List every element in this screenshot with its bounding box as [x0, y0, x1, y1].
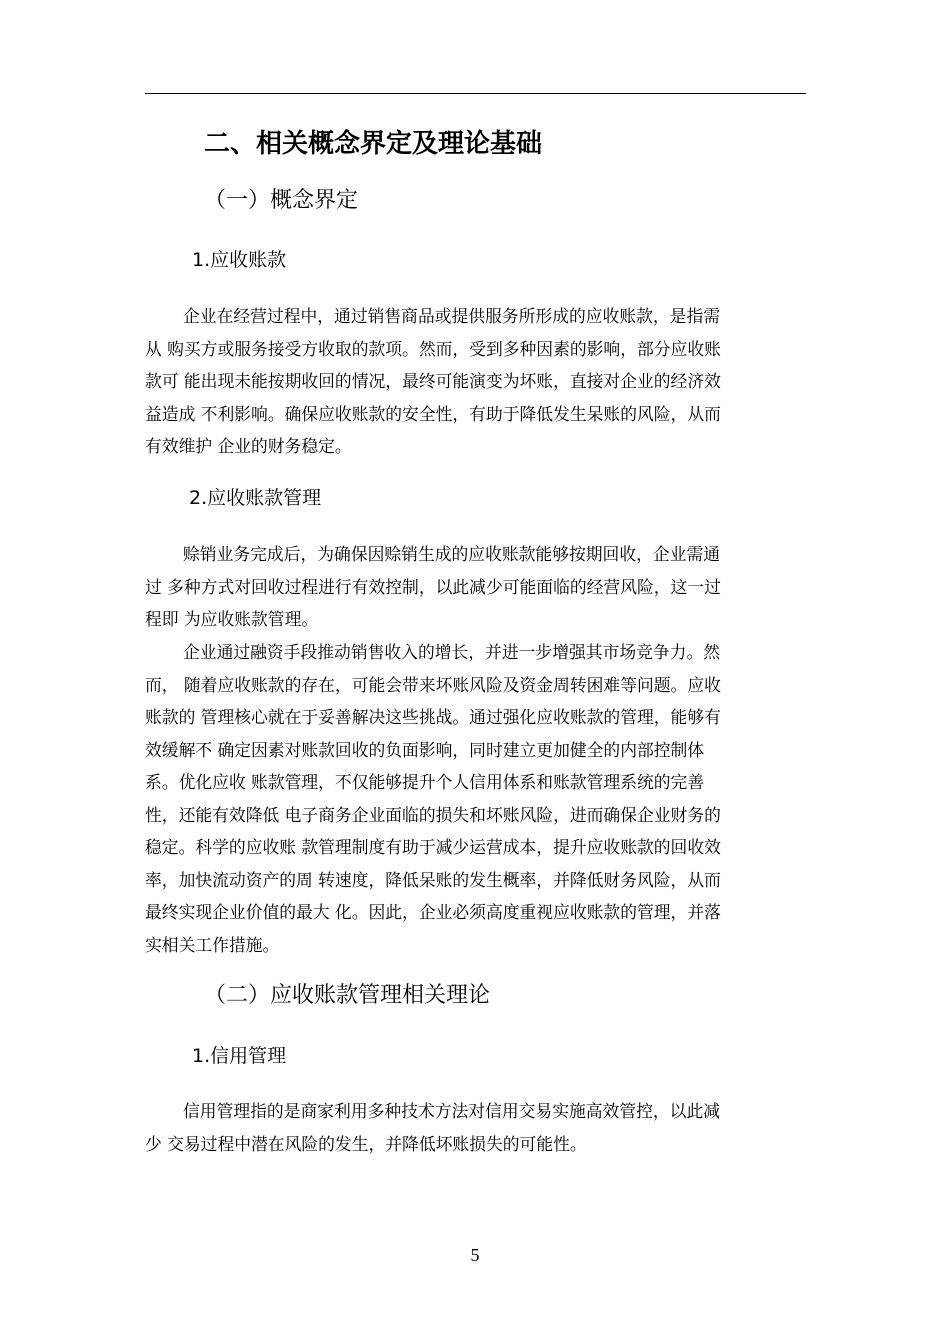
paragraph-management-importance	[145, 636, 825, 961]
paragraph-line: 稳定。科学的应收账 款管理制度有助于减少运营成本，提升应收账款的回收效	[145, 837, 721, 857]
paragraph-line: 有效维护 企业的财务稳定。	[145, 436, 352, 456]
paragraph-line: 从 购买方或服务接受方收取的款项。然而，受到多种因素的影响，部分应收账	[145, 338, 721, 359]
paragraph-line: 过 多种方式对回收过程进行有效控制，以此减少可能面临的经营风险，这一过	[145, 576, 721, 597]
subsection-heading-credit-management: 1.信用管理	[192, 1045, 287, 1067]
paragraph-line: 少 交易过程中潜在风险的发生，并降低坏账损失的可能性。	[145, 1133, 587, 1154]
paragraph-line: 而， 随着应收账款的存在，可能会带来坏账风险及资金周转困难等问题。应收	[145, 674, 721, 695]
chapter-heading: 二、相关概念界定及理论基础	[204, 129, 543, 159]
paragraph-line: 效缓解不 确定因素对账款回收的负面影响，同时建立更加健全的内部控制体	[145, 739, 705, 760]
paragraph-line: 款可 能出现未能按期收回的情况，最终可能演变为坏账，直接对企业的经济效	[145, 371, 721, 391]
subsection-heading-receivables-management: 2.应收账款管理	[189, 487, 322, 509]
paragraph-management-definition	[145, 538, 825, 636]
section-heading-concepts: （一）概念界定	[204, 188, 359, 213]
subsection-heading-receivables: 1.应收账款	[192, 249, 287, 271]
page-number: 5	[470, 1245, 480, 1265]
paragraph-line: 程即 为应收账款管理。	[145, 609, 319, 629]
paragraph-line: 系。优化应收 账款管理，不仅能够提升个人信用体系和账款管理系统的完善	[145, 772, 705, 792]
paragraph-line: 信用管理指的是商家利用多种技术方法对信用交易实施高效管控，以此减	[183, 1101, 721, 1121]
paragraph-receivables-definition	[145, 300, 825, 463]
paragraph-line: 账款的 管理核心就在于妥善解决这些挑战。通过强化应收账款的管理，能够有	[145, 707, 721, 727]
paragraph-line: 企业通过融资手段推动销售收入的增长，并进一步增强其市场竞争力。然	[183, 642, 721, 662]
paragraph-line: 益造成 不利影响。确保应收账款的安全性，有助于降低发生呆账的风险，从而	[145, 403, 721, 424]
paragraph-line: 赊销业务完成后，为确保因赊销生成的应收账款能够按期回收，企业需通	[183, 544, 721, 564]
paragraph-line: 最终实现企业价值的最大 化。因此，企业必须高度重视应收账款的管理，并落	[145, 902, 721, 922]
paragraph-line: 性，还能有效降低 电子商务企业面临的损失和坏账风险，进而确保企业财务的	[145, 804, 721, 825]
paragraph-line: 率，加快流动资产的周 转速度，降低呆账的发生概率，并降低财务风险，从而	[145, 869, 721, 890]
paragraph-line: 实相关工作措施。	[145, 934, 280, 955]
header-rule	[145, 93, 806, 94]
section-heading-theories: （二）应收账款管理相关理论	[204, 983, 491, 1008]
paragraph-credit-management	[145, 1095, 825, 1160]
paragraph-line: 企业在经营过程中，通过销售商品或提供服务所形成的应收账款，是指需	[183, 306, 721, 326]
